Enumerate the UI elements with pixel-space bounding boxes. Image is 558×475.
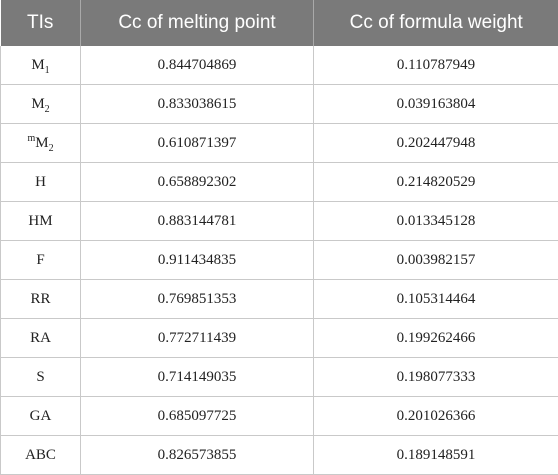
table-row	[1, 163, 558, 202]
row-label	[1, 397, 81, 436]
formula-weight-cc: 0.013345128	[314, 202, 558, 241]
row-label-base: H	[35, 174, 46, 190]
table-row	[1, 280, 558, 319]
formula-weight-cc: 0.202447948	[314, 124, 558, 163]
table-header	[1, 0, 558, 46]
row-label	[1, 163, 81, 202]
row-label-base: F	[36, 252, 44, 268]
row-label	[1, 46, 81, 85]
row-label-base: M	[31, 96, 44, 112]
header-row	[1, 0, 558, 46]
table-body	[1, 46, 558, 475]
row-label-base: GA	[30, 408, 52, 424]
row-label-subscript: 2	[45, 104, 50, 115]
row-label-subscript: 1	[45, 65, 50, 76]
melting-point-cc: 0.844704869	[81, 46, 314, 85]
melting-point-cc: 0.685097725	[81, 397, 314, 436]
formula-weight-cc: 0.189148591	[314, 436, 558, 475]
header-tis: TIs	[1, 0, 81, 46]
row-label	[1, 436, 81, 475]
table-row	[1, 397, 558, 436]
table-row	[1, 202, 558, 241]
row-label	[1, 241, 81, 280]
row-label	[1, 202, 81, 241]
melting-point-cc: 0.772711439	[81, 319, 314, 358]
row-label	[1, 280, 81, 319]
table-row	[1, 85, 558, 124]
row-label	[1, 124, 81, 163]
header-melting-point: Cc of melting point	[81, 0, 314, 46]
row-label-base: M	[31, 57, 44, 73]
row-label	[1, 85, 81, 124]
table-row	[1, 46, 558, 85]
row-label-prefix: m	[27, 133, 35, 144]
table-row	[1, 436, 558, 475]
row-label-base: RA	[30, 330, 51, 346]
row-label-base: ABC	[25, 447, 56, 463]
melting-point-cc: 0.610871397	[81, 124, 314, 163]
formula-weight-cc: 0.214820529	[314, 163, 558, 202]
table-row	[1, 358, 558, 397]
row-label-base: HM	[28, 213, 52, 229]
melting-point-cc: 0.826573855	[81, 436, 314, 475]
formula-weight-cc: 0.003982157	[314, 241, 558, 280]
melting-point-cc: 0.714149035	[81, 358, 314, 397]
formula-weight-cc: 0.201026366	[314, 397, 558, 436]
row-label-base: M	[35, 135, 48, 151]
melting-point-cc: 0.883144781	[81, 202, 314, 241]
formula-weight-cc: 0.105314464	[314, 280, 558, 319]
melting-point-cc: 0.911434835	[81, 241, 314, 280]
row-label-base: RR	[30, 291, 50, 307]
melting-point-cc: 0.833038615	[81, 85, 314, 124]
row-label-base: S	[36, 369, 44, 385]
melting-point-cc: 0.658892302	[81, 163, 314, 202]
row-label-subscript: 2	[49, 143, 54, 154]
table-row	[1, 124, 558, 163]
melting-point-cc: 0.769851353	[81, 280, 314, 319]
table-row	[1, 319, 558, 358]
formula-weight-cc: 0.199262466	[314, 319, 558, 358]
row-label	[1, 319, 81, 358]
table-row	[1, 241, 558, 280]
row-label	[1, 358, 81, 397]
formula-weight-cc: 0.039163804	[314, 85, 558, 124]
formula-weight-cc: 0.110787949	[314, 46, 558, 85]
header-formula-weight: Cc of formula weight	[314, 0, 558, 46]
formula-weight-cc: 0.198077333	[314, 358, 558, 397]
